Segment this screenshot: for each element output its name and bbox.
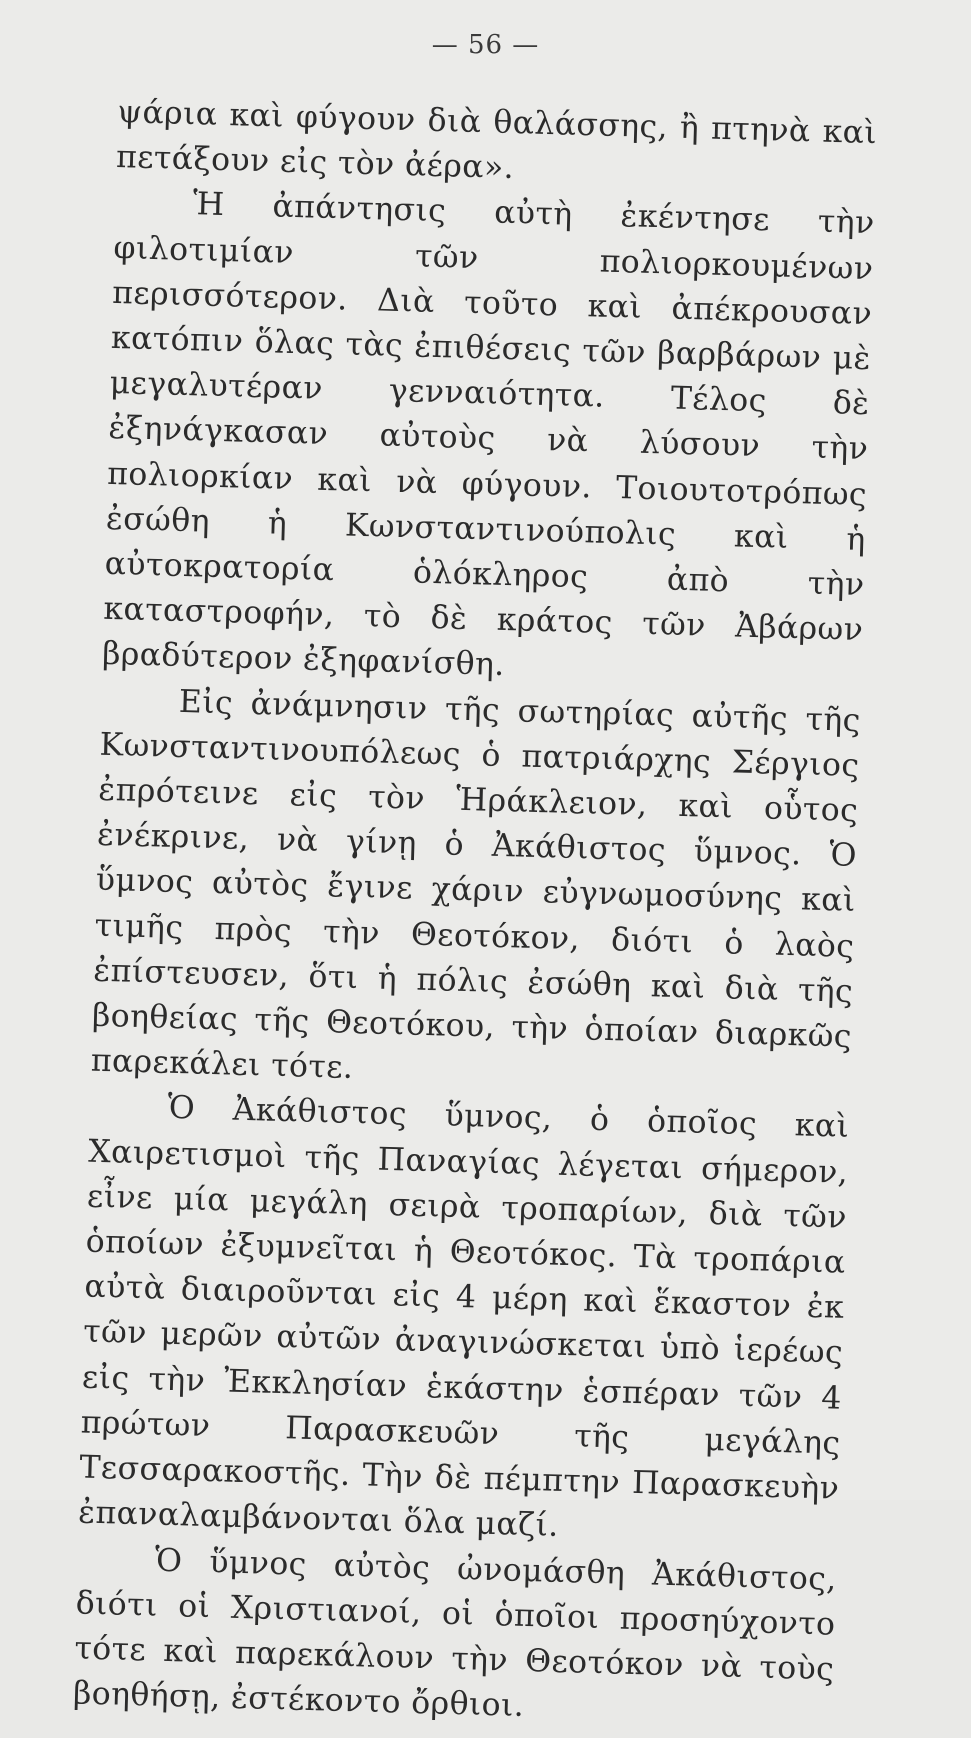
paragraph: Ἡ ἀπάντησις αὐτὴ ἐκέντησε τὴν φιλοτιμίαν τῶν πολιορκουμένων περισσότερον. Διὰ τοῦτο καὶ ἀπέκρουσαν κατόπιν ὅλας τὰς ἐπιθέσεις τῶν βαρβάρων μὲ μεγαλυτέραν γενναιότητα. Τέλος δὲ ἐξηνάγκασαν αὐτοὺς νὰ λύσουν τὴν πολιορκίαν καὶ νὰ φύγουν. Τοιουτοτρόπως ἐσώθη ἡ Κωνσταντινούπολις καὶ ἡ αὐτοκρατορία ὁλόκληρος ἀπὸ τὴν καταστροφήν, τὸ δὲ κράτος τῶν Ἀβάρων βραδύτερον ἐξηφανίσθη. [101,186,876,684]
page-number: — 56 — [431,30,540,60]
paragraph: Ὁ Ἀκάθιστος ὕμνος, ὁ ὁποῖος καὶ Χαιρετισμοὶ τῆς Παναγίας λέγεται σήμερον, εἶνε μία μεγάλη σειρὰ τροπαρίων, διὰ τῶν ὁποίων ἐξυμνεῖται ἡ Θεοτόκος. Τὰ τροπάρια αὐτὰ διαιροῦνται εἰς 4 μέρη καὶ ἕκαστον ἐκ τῶν μερῶν αὐτῶν ἀναγινώσκεται ὑπὸ ἱερέως εἰς τὴν Ἐκκλησίαν ἑκάστην ἑσπέραν τῶν 4 πρώτων Παρασκευῶν τῆς μεγάλης Τεσσαρακοστῆς. Τὴν δὲ πέμπτην Παρασκευὴν ἐπαναλαμβάνονται ὅλα μαζί. [77,1090,850,1545]
paragraph: Ὁ ὕμνος αὐτὸς ὠνομάσθη Ἀκάθιστος, διότι οἱ Χριστιανοί, οἱ ὁποῖοι προσηύχοντο τότε καὶ παρεκάλουν τὴν Θεοτόκον νὰ τοὺς βοηθήσῃ, ἐστέκοντο ὄρθιοι. [72,1542,838,1725]
paragraph: ψάρια καὶ φύγουν διὰ θαλάσσης, ἢ πτηνὰ καὶ πετάξουν εἰς τὸν ἀέρα». [115,93,878,187]
paragraph: Εἰς ἀνάμνησιν τῆς σωτηρίας αὐτῆς τῆς Κωνσταντινουπόλεως ὁ πατριάρχης Σέργιος ἐπρότεινε εἰς τὸν Ἡράκλειον, καὶ οὗτος ἐνέκρινε, νὰ γίνῃ ὁ Ἀκάθιστος ὕμνος. Ὁ ὕμνος αὐτὸς ἔγινε χάριν εὐγνωμοσύνης καὶ τιμῆς πρὸς τὴν Θεοτόκον, διότι ὁ λαὸς ἐπίστευσεν, ὅτι ἡ πόλις ἐσώθη καὶ διὰ τῆς βοηθείας τῆς Θεοτόκου, τὴν ὁποίαν διαρκῶς παρεκάλει τότε. [90,683,862,1087]
body-text [73,90,878,1738]
